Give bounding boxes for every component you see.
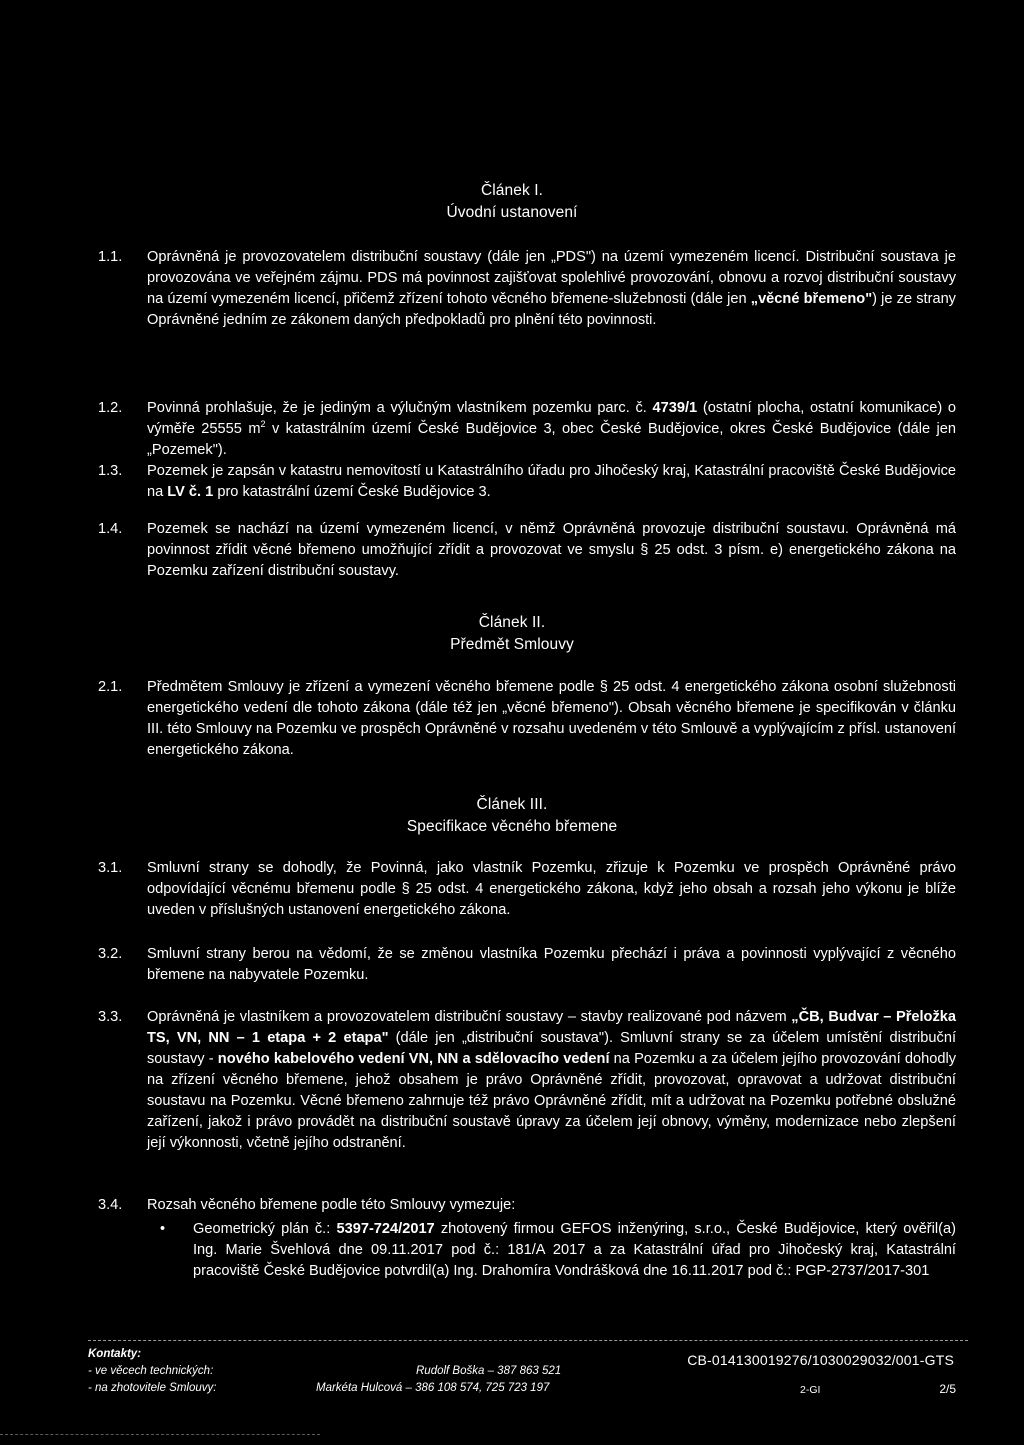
clause-body <box>147 1007 956 1154</box>
clause-text: Povinná prohlašuje, že je jediným a výlučným vlastníkem pozemku parc. č. <box>147 400 653 416</box>
article-2-subtitle: Předmět Smlouvy <box>450 636 574 653</box>
article-2-heading <box>0 612 1024 656</box>
article-1-subtitle: Úvodní ustanovení <box>446 204 578 221</box>
clause-body <box>147 519 956 582</box>
lv-number: 1 <box>205 484 214 500</box>
clause-1-1 <box>98 247 956 331</box>
clause-3-1 <box>98 858 956 921</box>
clause-3-4 <box>98 1195 956 1282</box>
clause-body <box>147 858 956 921</box>
clause-number: 1.4. <box>98 521 123 537</box>
bullet-list <box>147 1219 956 1282</box>
clause-number: 3.4. <box>98 1197 123 1213</box>
clause-body <box>147 461 956 503</box>
clause-text: Smluvní strany se dohodly, že Povinná, jako vlastník Pozemku, zřizuje k Pozemku ve prospěch Oprávněné právo odpovídající věcnému břemenu podle § 25 odst. 4 energetického zákona, když jeho obsah a rozsah jeho výkonu je blíže uveden v příslušných ustanovení energetického zákona. <box>147 860 956 918</box>
clause-1-4 <box>98 519 956 582</box>
clause-text: (ostatní plocha, ostatní komunikace) o výměře 25555 m <box>147 400 956 437</box>
technical-contact-label: - ve věcech technických: <box>88 1365 214 1377</box>
clause-text: Oprávněná je provozovatelem distribuční soustavy (dále jen „PDS") na území vymezeném licencí. Distribuční soustava je provozována ve veřejném zájmu. PDS má povinnost zajišťovat spolehlivé provozování, obnovu a rozvoj distribuční soustavy na území vymezeném licencí, přičemž zřízení tohoto věcného břemene-služebnosti (dále jen <box>147 249 956 307</box>
clause-body <box>147 1195 956 1282</box>
clause-1-3 <box>98 461 956 503</box>
clause-text: Pozemek je zapsán v katastru nemovitostí u Katastrálního úřadu pro Jihočeský kraj, Katastrální pracoviště České Budějovice na <box>147 463 956 500</box>
construction-name: „ČB, Budvar – Přeložka TS, VN, NN – 1 etapa + 2 etapa" <box>147 1009 956 1046</box>
clause-number: 3.2. <box>98 946 123 962</box>
clause-number: 3.3. <box>98 1009 123 1025</box>
geometric-plan-number: 5397-724/2017 <box>336 1221 435 1237</box>
article-1-heading <box>0 180 1024 224</box>
clause-text: Oprávněná je vlastníkem a provozovatelem distribuční soustavy – stavby realizované pod názvem <box>147 1009 792 1025</box>
clause-number: 1.2. <box>98 400 123 416</box>
clause-text: pro katastrální území České Budějovice 3. <box>213 484 491 500</box>
article-3-subtitle: Specifikace věcného břemene <box>406 818 618 835</box>
bottom-divider <box>0 1434 320 1435</box>
clause-text: (dále jen „distribuční soustava"). Smluvní strany se za účelem umístění distribuční soustavy - <box>147 1030 956 1067</box>
clause-text: Geometrický plán č.: <box>193 1221 337 1237</box>
clause-text: Rozsah věcného břemene podle této Smlouvy vymezuje: <box>147 1197 516 1213</box>
clause-text: Pozemek se nachází na území vymezeném licencí, v němž Oprávněná provozuje distribuční soustavu. Oprávněná má povinnost zřídit věcné břemeno umožňující zřídit a provozovat ve smyslu § 25 odst. 3 písm. e) energetického zákona na Pozemku zařízení distribuční soustavy. <box>147 521 956 579</box>
clause-text: v katastrálním území České Budějovice 3, obec České Budějovice, okres České Budějovice (dále jen „Pozemek"). <box>147 421 957 458</box>
contacts-title: Kontakty: <box>88 1348 142 1360</box>
clause-body <box>147 247 956 331</box>
clause-2-1 <box>98 677 956 761</box>
clause-number: 3.1. <box>98 860 123 876</box>
clause-number: 1.3. <box>98 463 123 479</box>
author-contact-label: - na zhotovitele Smlouvy: <box>88 1382 217 1394</box>
technical-contact-value: Rudolf Boška – 387 863 521 <box>416 1365 562 1377</box>
footer-divider <box>88 1340 968 1341</box>
clause-3-2 <box>98 944 956 986</box>
article-2-title: Článek II. <box>478 614 546 631</box>
clause-number: 2.1. <box>98 679 123 695</box>
clause-body <box>147 677 956 761</box>
clause-text: Předmětem Smlouvy je zřízení a vymezení věcného břemene podle § 25 odst. 4 energetického zákona osobní služebnosti energetického vedení dle tohoto zákona (dále též jen „věcné břemeno"). Obsah věcného břemene je specifikován v článku III. této Smlouvy na Pozemku ve prospěch Oprávněné v rozsahu uvedeném v této Smlouvě a vyplývajícím z přísl. ustanovení energetického zákona. <box>147 679 956 758</box>
clause-1-2 <box>98 398 956 461</box>
clause-text: ) je ze strany Oprávněné jedním ze zákonem daných předpokladů pro plnění této povinnosti. <box>147 291 956 328</box>
clause-body <box>147 944 956 986</box>
bullet-icon: • <box>160 1221 166 1237</box>
superscript: 2 <box>260 419 266 430</box>
document-code: CB-014130019276/1030029032/001-GTS <box>687 1352 954 1368</box>
clause-text: Smluvní strany berou na vědomí, že se změnou vlastníka Pozemku přechází i práva a povinnosti vyplývající z věcného břemene na nabyvatele Pozemku. <box>147 946 956 983</box>
clause-body <box>147 398 956 461</box>
article-3-title: Článek III. <box>476 796 548 813</box>
article-1-title: Článek I. <box>480 182 544 199</box>
clause-number: 1.1. <box>98 249 123 265</box>
list-item <box>147 1219 956 1282</box>
page-number: 2/5 <box>939 1382 956 1396</box>
footer <box>88 1346 968 1416</box>
clause-bold-term: „věcné břemeno" <box>750 291 873 307</box>
lv-label: LV č. <box>167 484 202 500</box>
author-contact-value: Markéta Hulcová – 386 108 574, 725 723 197 <box>316 1382 550 1394</box>
article-3-heading <box>0 794 1024 838</box>
form-code: 2-GI <box>800 1384 821 1396</box>
cable-line-description: nového kabelového vedení VN, NN a sdělovacího vedení <box>217 1051 610 1067</box>
clause-text: zhotovený firmou GEFOS inženýring, s.r.o., České Budějovice, který ověřil(a) Ing. Marie Švehlová dne 09.11.2017 pod č.: 181/A 2017 a za Katastrální úřad pro Jihočeský kraj, Katastrální pracoviště České Budějovice potvrdil(a) Ing. Drahomíra Vondrášková dne 16.11.2017 pod č.: PGP-2737/2017-301 <box>193 1221 956 1279</box>
clause-text: na Pozemku a za účelem jejího provozování dohodly na zřízení věcného břemene, jehož obsahem je právo Oprávněné zřídit, provozovat, opravovat a udržovat distribuční soustavu na Pozemku. Věcné břemeno zahrnuje též právo Oprávněné zřídit, mít a udržovat na Pozemku potřebné obslužné zařízení, jakož i právo provádět na distribuční soustavě úpravy za účelem její obnovy, výměny, modernizace nebo zlepšení její výkonnosti, včetně jejího odstranění. <box>147 1051 957 1151</box>
parcel-number: 4739/1 <box>652 400 698 416</box>
clause-3-3 <box>98 1007 956 1154</box>
